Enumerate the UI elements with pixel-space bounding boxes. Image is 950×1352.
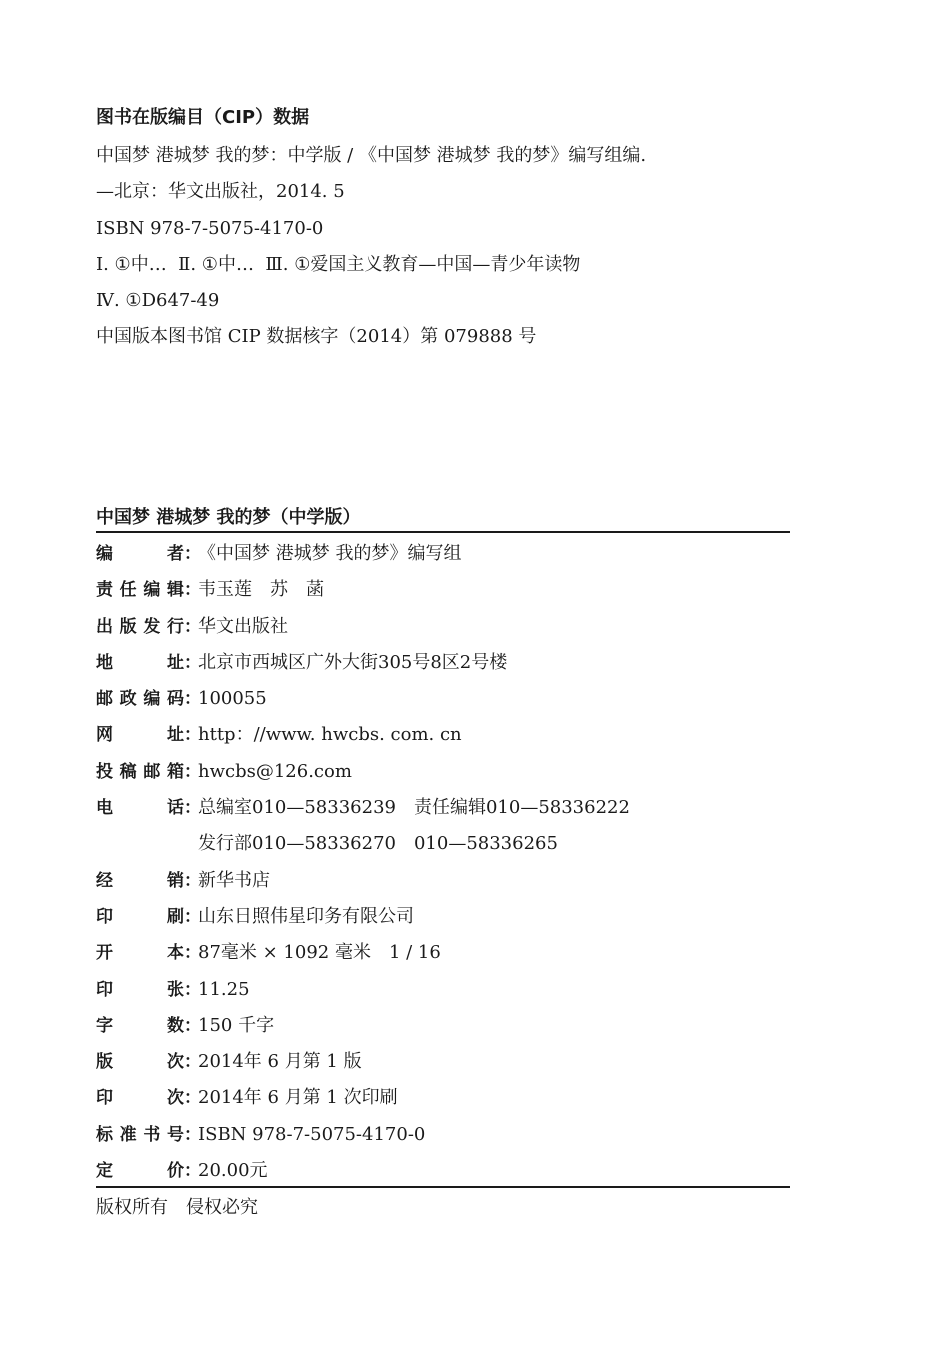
info-value: 87毫米 × 1092 毫米 1 / 16: [198, 942, 441, 964]
info-label-char: 邮: [143, 761, 161, 782]
info-colon: ：: [184, 943, 201, 964]
info-label-char: 出: [96, 616, 113, 637]
info-label-char: 话: [167, 798, 184, 819]
info-colon: ：: [184, 652, 201, 673]
info-label-char: 刷: [167, 906, 184, 927]
info-label-char: 编: [143, 580, 161, 601]
info-label-char: 价: [167, 1161, 184, 1182]
info-value: 韦玉莲 苏 菡: [198, 579, 324, 601]
info-label-char: 邮: [96, 689, 113, 710]
info-value: 山东日照伟星印务有限公司: [198, 905, 414, 927]
info-row: [96, 867, 790, 903]
info-label-char: 者: [167, 544, 184, 564]
info-colon: ：: [184, 725, 201, 746]
info-label-char: 本: [167, 943, 184, 964]
info-label-char: 标: [96, 1124, 113, 1145]
info-label-char: 政: [119, 689, 137, 710]
info-value: ISBN 978-7-5075-4170-0: [198, 1123, 426, 1145]
top-rule: [96, 531, 790, 533]
info-label: [96, 1012, 184, 1048]
info-label-char: 次: [167, 1052, 184, 1073]
info-colon: ：: [184, 798, 201, 819]
info-label: [96, 758, 184, 794]
info-label-char: 码: [166, 689, 184, 710]
info-label-char: 编: [143, 689, 161, 710]
info-colon: ：: [184, 1015, 201, 1036]
info-row: [96, 758, 790, 794]
info-label-char: 次: [167, 1088, 184, 1109]
info-row: [96, 1048, 790, 1084]
info-value: 《中国梦 港城梦 我的梦》编写组: [198, 543, 462, 564]
info-colon: ：: [184, 616, 201, 637]
info-label-char: 责: [96, 580, 113, 601]
info-label-char: 张: [167, 979, 184, 1000]
info-row: [96, 1012, 790, 1048]
info-colon: ：: [184, 689, 201, 710]
info-row: [96, 1121, 790, 1157]
info-label-char: 印: [96, 979, 113, 1000]
info-label-char: 址: [167, 725, 184, 746]
info-label: [96, 1084, 184, 1120]
info-row: [96, 649, 790, 685]
info-label-char: 印: [96, 906, 113, 927]
info-row: [96, 903, 790, 939]
info-row: [96, 830, 790, 866]
book-info-table: [96, 540, 790, 1193]
info-colon: ：: [184, 1124, 201, 1145]
info-label-char: 发: [143, 616, 161, 637]
info-label-char: 印: [96, 1088, 113, 1109]
info-label: [96, 903, 184, 939]
info-label-char: 箱: [166, 761, 184, 782]
cip-line-publisher: —北京：华文出版社，2014. 5: [96, 181, 345, 203]
cip-title: 图书在版编目（CIP）数据: [96, 107, 310, 128]
info-value: 150 千字: [198, 1014, 275, 1036]
info-label-char: 书: [143, 1124, 161, 1145]
info-colon: ：: [184, 1052, 201, 1073]
info-row: [96, 613, 790, 649]
info-label-char: 准: [119, 1124, 137, 1145]
info-label-char: 稿: [119, 761, 137, 782]
info-row: [96, 976, 790, 1012]
info-label-char: 开: [96, 943, 113, 964]
info-value: http：//www. hwcbs. com. cn: [198, 724, 462, 746]
info-label-char: 行: [166, 616, 184, 637]
info-label-char: 辑: [166, 580, 184, 601]
cip-line-title: 中国梦 港城梦 我的梦：中学版 / 《中国梦 港城梦 我的梦》编写组编.: [96, 145, 647, 166]
info-label: [96, 867, 184, 903]
info-label-char: 址: [167, 652, 184, 673]
info-colon: ：: [184, 870, 201, 891]
info-label: [96, 649, 184, 685]
info-label-char: 经: [96, 870, 113, 891]
info-label-char: 地: [96, 652, 113, 673]
info-value: hwcbs@126.com: [198, 760, 352, 782]
info-value: 2014年 6 月第 1 次印刷: [198, 1087, 398, 1109]
copyright-notice: 版权所有 侵权必究: [96, 1197, 258, 1218]
info-colon: ：: [184, 979, 201, 1000]
info-label-char: 投: [96, 761, 113, 782]
cip-block: [96, 142, 856, 360]
info-row: [96, 685, 790, 721]
bottom-rule: [96, 1186, 790, 1188]
info-label: [96, 976, 184, 1012]
info-label-char: 号: [166, 1124, 184, 1145]
info-label-char: 编: [96, 544, 113, 564]
info-value: 20.00元: [198, 1160, 268, 1182]
info-label-char: 销: [167, 870, 184, 891]
info-label: [96, 1121, 184, 1157]
cip-line-cip-number: 中国版本图书馆 CIP 数据核字（2014）第 079888 号: [96, 326, 537, 348]
info-label-char: 版: [96, 1052, 113, 1073]
info-row: [96, 540, 790, 576]
info-value: 发行部010—58336270 010—58336265: [198, 833, 558, 855]
info-label: [96, 685, 184, 721]
cip-line-class-number: Ⅳ. ①D647-49: [96, 290, 220, 312]
cip-line-isbn: ISBN 978-7-5075-4170-0: [96, 217, 324, 239]
info-colon: ：: [184, 906, 201, 927]
cip-line-classification: Ⅰ. ①中… Ⅱ. ①中… Ⅲ. ①爱国主义教育—中国—青少年读物: [96, 253, 581, 275]
info-label: [96, 939, 184, 975]
info-row: [96, 576, 790, 612]
info-label-char: 电: [96, 798, 113, 819]
info-row: [96, 939, 790, 975]
info-value: 北京市西城区广外大街305号8区2号楼: [198, 651, 508, 673]
info-row: [96, 1084, 790, 1120]
info-value: 华文出版社: [198, 615, 288, 637]
book-title: 中国梦 港城梦 我的梦（中学版）: [96, 507, 361, 528]
info-value: 100055: [198, 688, 267, 710]
info-label-char: 数: [167, 1015, 184, 1036]
info-row: [96, 794, 790, 830]
info-colon: ：: [184, 1088, 201, 1109]
info-value: 新华书店: [198, 869, 270, 891]
info-label-char: 任: [119, 580, 137, 601]
info-row: [96, 721, 790, 757]
info-value: 总编室010—58336239 责任编辑010—58336222: [198, 797, 630, 819]
info-label: [96, 613, 184, 649]
info-label: [96, 721, 184, 757]
info-label-char: 版: [119, 616, 137, 637]
info-colon: ：: [184, 544, 201, 564]
info-label-char: 网: [96, 725, 113, 746]
info-colon: ：: [184, 1161, 201, 1182]
info-label: [96, 576, 184, 612]
info-value: 11.25: [198, 978, 250, 1000]
info-colon: ：: [184, 761, 201, 782]
info-label: [96, 794, 184, 830]
info-label: [96, 540, 184, 576]
info-value: 2014年 6 月第 1 版: [198, 1051, 362, 1073]
info-label-char: 字: [96, 1015, 113, 1036]
info-label: [96, 1048, 184, 1084]
info-colon: ：: [184, 580, 201, 601]
info-label-char: 定: [96, 1161, 113, 1182]
